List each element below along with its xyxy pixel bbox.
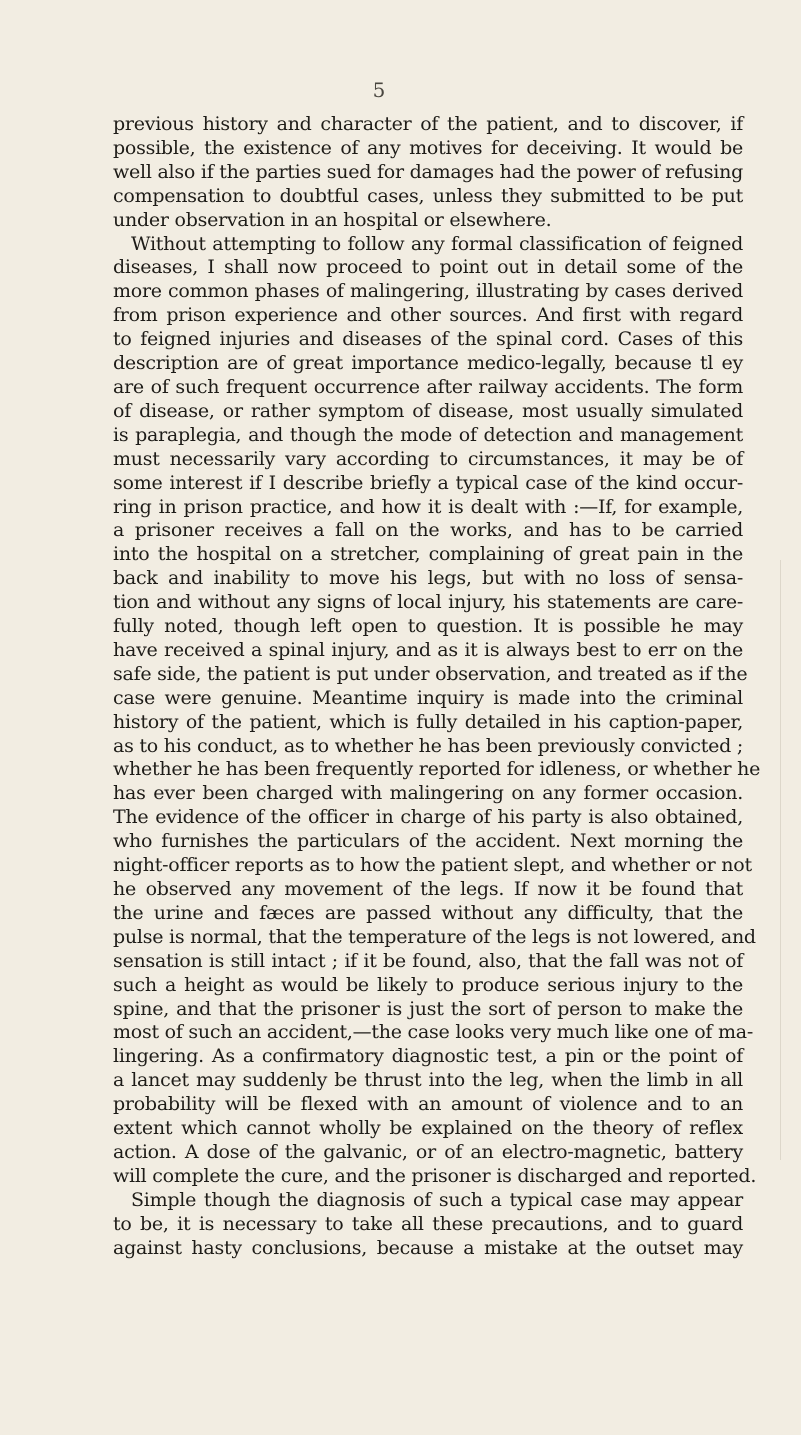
text-line: pulse is normal, that the temperature of the legs is not lowered, and [113,925,756,948]
text-line: diseases, I shall now proceed to point out in detail some of the [113,256,743,279]
text-line: tion and without any signs of local injury, his statements are care- [113,591,743,614]
text-line: description are of great importance medico-legally, because tl ey [113,352,743,375]
text-line: fully noted, though left open to question. It is possible he may [113,615,743,638]
page-edge-shadow [780,560,793,1160]
text-line: from prison experience and other sources. And first with regard [113,304,743,327]
text-line: extent which cannot wholly be explained on the theory of reflex [113,1117,743,1140]
text-line: to feigned injuries and diseases of the spinal cord. Cases of this [113,328,743,351]
text-line: to be, it is necessary to take all these precautions, and to guard [113,1212,743,1235]
text-line: compensation to doubtful cases, unless they submitted to be put [113,184,743,207]
text-line: a lancet may suddenly be thrust into the leg, when the limb in all [113,1069,743,1092]
text-line: into the hospital on a stretcher, complaining of great pain in the [113,543,743,566]
text-line: back and inability to move his legs, but with no loss of sensa- [113,567,743,590]
text-line: probability will be flexed with an amount of violence and to an [113,1093,743,1116]
text-line: some interest if I describe briefly a typical case of the kind occur- [113,471,743,494]
text-line: most of such an accident,—the case looks very much like one of ma- [113,1021,754,1044]
text-line: well also if the parties sued for damages had the power of refusing [113,160,743,183]
text-line: has ever been charged with malingering on any former occasion. [113,782,743,805]
text-line: case were genuine. Meantime inquiry is made into the criminal [113,686,743,709]
text-line: sensation is still intact ; if it be found, also, that the fall was not of [113,949,743,972]
text-line: Simple though the diagnosis of such a typical case may appear [131,1188,743,1211]
text-line: possible, the existence of any motives for deceiving. It would be [113,136,743,159]
text-line: a prisoner receives a fall on the works, and has to be carried [113,519,743,542]
text-line: night-officer reports as to how the patient slept, and whether or not [113,854,752,877]
text-line: more common phases of malingering, illustrating by cases derived [113,280,743,303]
text-line: action. A dose of the galvanic, or of an electro-magnetic, battery [113,1140,743,1163]
text-line: against hasty conclusions, because a mistake at the outset may [113,1236,743,1259]
text-line: The evidence of the officer in charge of his party is also obtained, [113,806,743,829]
text-line: are of such frequent occurrence after railway accidents. The form [113,375,743,398]
text-line: as to his conduct, as to whether he has been previously convicted ; [113,734,743,757]
text-line: the urine and fæces are passed without any difficulty, that the [113,901,743,924]
text-line: previous history and character of the patient, and to discover, if [113,113,743,135]
text-line: such a height as would be likely to produce serious injury to the [113,973,743,996]
body-text [113,113,761,1261]
text-line: Without attempting to follow any formal classification of feigned [131,232,743,255]
text-line: spine, and that the prisoner is just the sort of person to make the [113,997,743,1020]
text-line: lingering. As a confirmatory diagnostic test, a pin or the point of [113,1045,743,1068]
text-line: whether he has been frequently reported for idleness, or whether he [113,758,761,781]
text-line: under observation in an hospital or elsewhere. [113,208,552,231]
text-line: ring in prison practice, and how it is dealt with :—If, for example, [113,495,743,518]
text-line: have received a spinal injury, and as it is always best to err on the [113,638,743,661]
text-line: will complete the cure, and the prisoner is discharged and reported. [113,1164,757,1187]
text-line: is paraplegia, and though the mode of detection and management [113,423,743,446]
page-number: 5 [372,78,386,102]
text-line: safe side, the patient is put under observation, and treated as if the [113,662,748,685]
text-line: of disease, or rather symptom of disease, most usually simulated [113,399,743,422]
text-line: he observed any movement of the legs. If now it be found that [113,878,743,900]
text-line: history of the patient, which is fully detailed in his caption-paper, [113,710,743,733]
text-line: must necessarily vary according to circumstances, it may be of [113,447,743,470]
text-line: who furnishes the particulars of the accident. Next morning the [113,830,743,853]
